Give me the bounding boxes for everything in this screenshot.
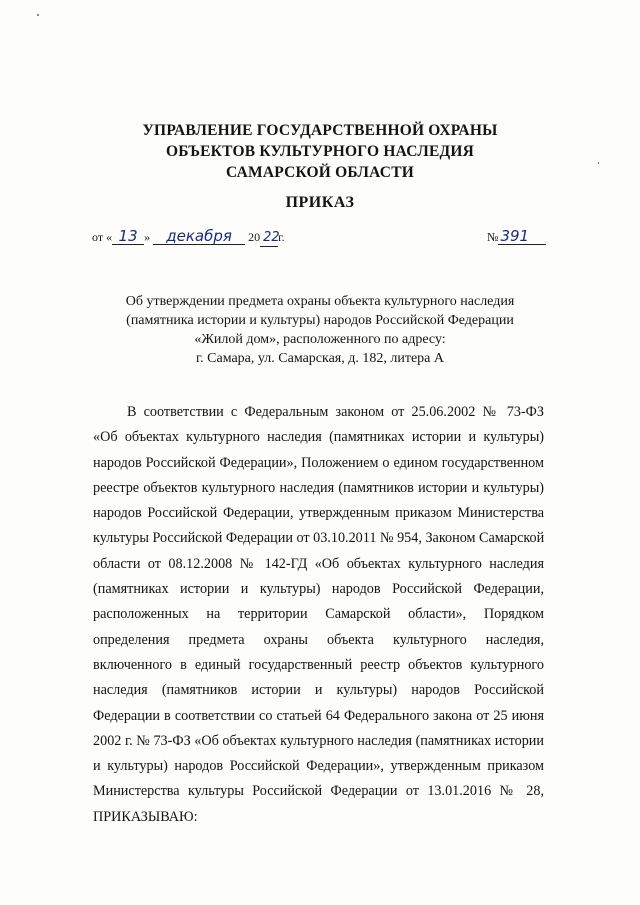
date-day-handwritten: 13	[112, 228, 144, 245]
body-line: области от 08.12.2008 № 142-ГД «Об объектах культурного наследия	[93, 555, 544, 572]
order-date	[92, 228, 285, 247]
body-line: наследия (памятников истории и культуры) народов Российской	[93, 682, 544, 699]
subject-line: «Жилой дом», расположенного по адресу:	[194, 332, 446, 347]
body-line: народов Российской Федерации, утвержденным приказом Министерства	[93, 505, 544, 522]
issuer-line: ОБЪЕКТОВ КУЛЬТУРНОГО НАСЛЕДИЯ	[165, 143, 475, 160]
issuer-header	[0, 120, 640, 183]
body-line: реестре объектов культурного наследия (памятников истории и культуры)	[93, 479, 544, 496]
subject-line: г. Самара, ул. Самарская, д. 182, литера А	[195, 351, 445, 366]
body-line: и культуры) народов Российской Федерации», утвержденным приказом	[93, 758, 544, 775]
body-line: расположенных на территории Самарской области», Порядком	[93, 606, 544, 623]
body-line-command: ПРИКАЗЫВАЮ:	[93, 808, 198, 825]
order-number	[487, 228, 546, 245]
body-line: включенного в единый государственный реестр объектов культурного	[93, 656, 544, 673]
date-year-prefix: 20	[248, 230, 261, 244]
date-mid: »	[144, 230, 151, 244]
order-body	[93, 400, 544, 830]
issuer-line: УПРАВЛЕНИЕ ГОСУДАРСТВЕННОЙ ОХРАНЫ	[142, 122, 498, 139]
body-line: народов Российской Федерации», Положением о едином государственном	[93, 454, 544, 471]
body-line: В соответствии с Федеральным законом от 25.06.2002 № 73-ФЗ	[127, 404, 544, 420]
body-line: культуры Российской Федерации от 03.10.2011 № 954, Законом Самарской	[93, 530, 545, 547]
date-prefix: от «	[92, 230, 113, 244]
number-prefix: №	[487, 230, 499, 244]
order-title: ПРИКАЗ	[285, 194, 355, 211]
subject-line: Об утверждении предмета охраны объекта культурного наследия	[125, 294, 515, 309]
subject-line: (памятника истории и культуры) народов Российской Федерации	[126, 313, 514, 328]
issuer-line: САМАРСКОЙ ОБЛАСТИ	[225, 164, 414, 181]
body-line: 2002 г. № 73-ФЗ «Об объектах культурного наследия (памятниках истории	[93, 732, 544, 749]
date-end: г.	[278, 230, 285, 244]
body-line: (памятниках истории и культуры) народов Российской Федерации,	[93, 581, 544, 598]
order-subject	[0, 292, 640, 368]
scan-speck	[37, 14, 39, 16]
date-month-handwritten: декабря	[153, 228, 245, 245]
body-line: Министерства культуры Российской Федерации от 13.01.2016 № 28,	[93, 783, 544, 800]
body-line: «Об объектах культурного наследия (памятниках истории и культуры)	[93, 429, 544, 446]
number-handwritten: 391	[498, 228, 546, 245]
body-line: определения предмета охраны объекта культурного наследия,	[93, 631, 544, 648]
date-year-handwritten: 22	[260, 230, 278, 247]
body-line: Федерации в соответствии со статьей 64 Федерального закона от 25 июня	[93, 707, 544, 724]
